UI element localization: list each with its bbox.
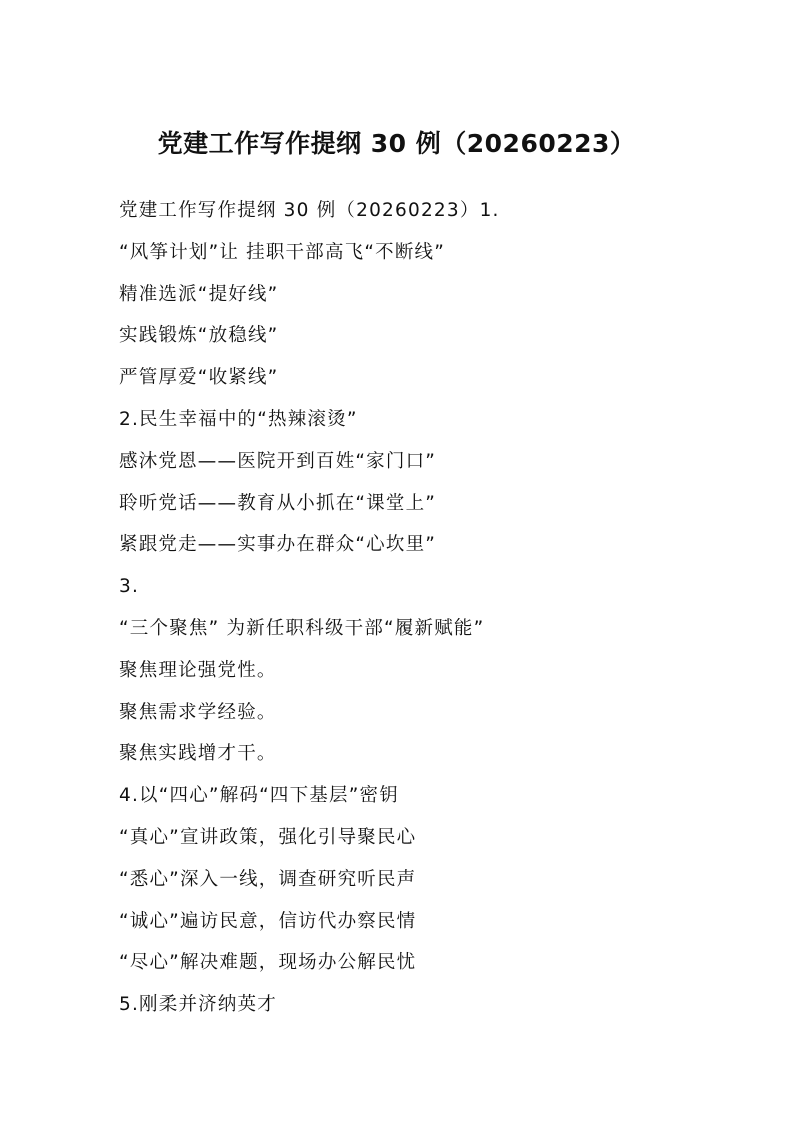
text-line: 聚焦理论强党性。 <box>119 659 277 681</box>
text-line: 严管厚爱“收紧线” <box>119 367 279 389</box>
document-title: 党建工作写作提纲 30 例（20260223） <box>157 129 636 158</box>
text-line: “三个聚焦” 为新任职科级干部“履新赋能” <box>119 617 485 639</box>
text-line: 2.民生幸福中的“热辣滚烫” <box>119 408 358 430</box>
text-line: 聚焦需求学经验。 <box>119 701 277 723</box>
document-body <box>119 196 719 1032</box>
text-line: 聚焦实践增才干。 <box>119 743 277 765</box>
text-line: “真心”宣讲政策，强化引导聚民心 <box>119 826 417 848</box>
text-line: 实践锻炼“放稳线” <box>119 325 279 347</box>
text-line: “悉心”深入一线，调查研究听民声 <box>119 868 417 890</box>
text-line: 感沐党恩——医院开到百姓“家门口” <box>119 450 437 472</box>
text-line: 4.以“四心”解码“四下基层”密钥 <box>119 785 399 807</box>
text-line: “诚心”遍访民意，信访代办察民情 <box>119 910 417 932</box>
text-line: “尽心”解决难题，现场办公解民忧 <box>119 952 417 974</box>
text-line: 党建工作写作提纲 30 例（20260223）1. <box>119 200 500 221</box>
text-line: 精准选派“提好线” <box>119 283 279 305</box>
text-line: 紧跟党走——实事办在群众“心坎里” <box>119 534 437 556</box>
text-line: 聆听党话——教育从小抓在“课堂上” <box>119 492 437 514</box>
text-line: 5.刚柔并济纳英才 <box>119 994 277 1016</box>
text-line: “风筝计划”让 挂职干部高飞“不断线” <box>119 241 446 263</box>
text-line: 3. <box>119 576 140 598</box>
